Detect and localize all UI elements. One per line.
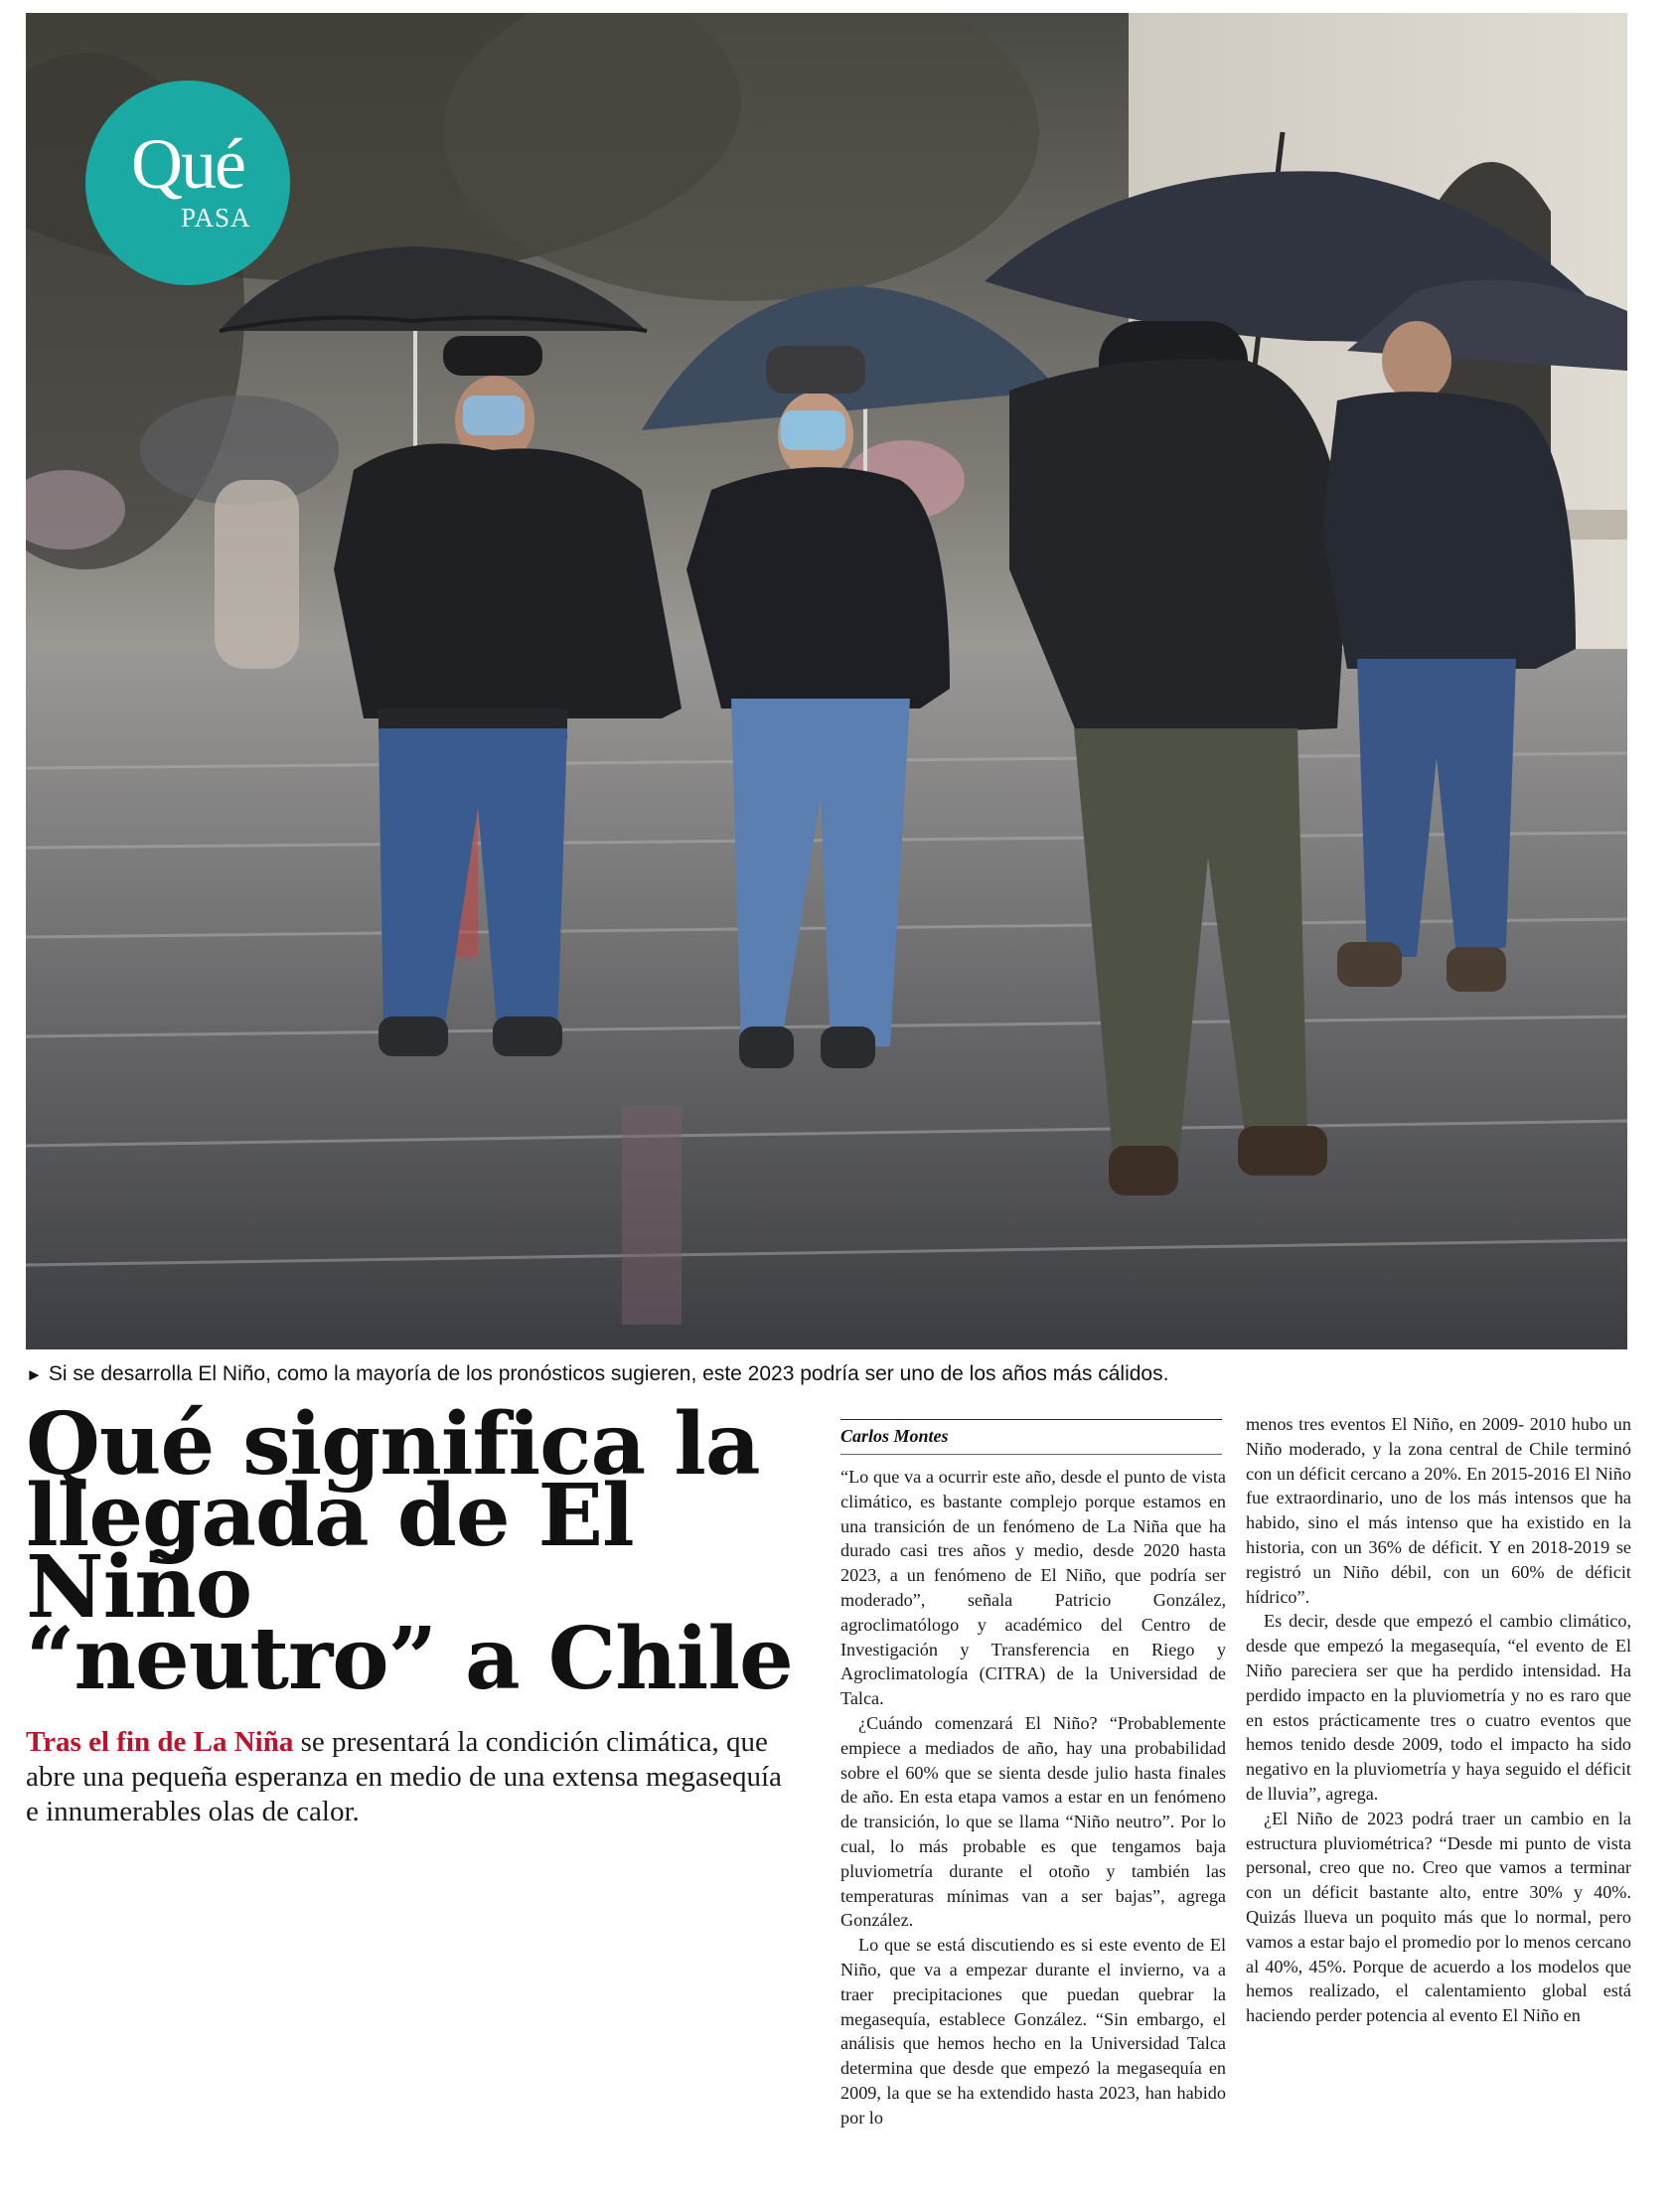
lead-highlight: Tras el fin de La Niña — [26, 1726, 294, 1758]
article-headline — [26, 1394, 801, 1709]
body-paragraph: Lo que se está discutiendo es si este evento de El Niño, que va a empezar durante el invierno, va a traer precipitaciones que puedan quebrar la megasequía, establece González. “Sin embargo, el análisis que hemos hecho en la Universidad Talca determina que desde que empezó la megasequía en 2009, la que se ha extendido hasta 2023, han habido por lo — [840, 1935, 1226, 2128]
headline-line: llegada de El Niño — [26, 1466, 634, 1638]
photo-caption — [26, 1361, 1627, 1388]
headline-line: “neutro” a Chile — [26, 1609, 793, 1709]
body-column-2 — [1246, 1412, 1631, 2028]
logo-sub: PASA — [181, 203, 251, 233]
byline: Carlos Montes — [840, 1426, 949, 1446]
article-lead — [26, 1725, 791, 1829]
caption-marker-icon: ► — [26, 1365, 43, 1384]
body-paragraph: “Lo que va a ocurrir este año, desde el punto de vista climático, es bastante complejo porque estamos en una transición de un fenómeno de La Niña que ha durado casi tres años y medio, desde 2020 hasta 2023, a un fenómeno de El Niño, que podría ser moderado”, señala Patricio González, agroclimatólogo y académico del Centro de Investigación y Transferencia en Riego y Agroclimatología (CITRA) de la Universidad de Talca. — [840, 1467, 1226, 1709]
body-paragraph: ¿El Niño de 2023 podrá traer un cambio en la estructura pluviométrica? “Desde mi punto de vista personal, creo que no. Creo que vamos a terminar con un déficit bastante alto, entre 30% y 40%. Quizás llueva un poquito más que lo normal, pero vamos a estar bajo el promedio por lo menos cercano al 40%, 45%. Porque de acuerdo a los modelos que hemos realizado, el calentamiento global está haciendo perder potencia al evento El Niño en — [1246, 1808, 1631, 2026]
hero-photo — [26, 13, 1627, 1349]
body-paragraph: Es decir, desde que empezó el cambio climático, desde que empezó la megasequía, “el evento de El Niño pareciera ser que ha perdido intensidad. Ha perdido impacto en la pluviometría y no es raro que en estos prácticamente tres o cuatro eventos que hemos tenido desde 2009, todo el impacto ha sido negativo en la pluviometría y haya seguido el déficit de lluvia”, agrega. — [1246, 1611, 1631, 1804]
body-paragraph: menos tres eventos El Niño, en 2009- 2010 hubo un Niño moderado, y la zona central de Chile terminó con un déficit cercano a 20%. En 2015-2016 El Niño fue extraordinario, uno de los más intensos que ha habido, sino el más intenso que ha existido en la historia, con un 36% de déficit. Y en 2018-2019 se registró un Niño débil, con un 60% de déficit hídrico”. — [1246, 1414, 1631, 1607]
logo-word: Qué — [131, 124, 244, 204]
body-column-1 — [840, 1465, 1226, 2131]
que-pasa-logo — [85, 80, 290, 285]
byline-rule-bottom — [840, 1454, 1222, 1455]
caption-text: Si se desarrolla El Niño, como la mayoría de los pronósticos sugieren, este 2023 podría ser uno de los años más cálidos. — [48, 1362, 1169, 1385]
body-paragraph: ¿Cuándo comenzará El Niño? “Probablemente empiece a mediados de año, hay una probabilidad sobre el 60% que se sienta desde julio hasta finales de año. En esta etapa vamos a estar en un fenómeno de transición, lo que se llama “Niño neutro”. Por lo cual, lo más probable es que tengamos baja pluviometría durante el otoño y también las temperaturas mínimas van a ser bajas”, agrega González. — [840, 1712, 1226, 1931]
lead-text: se presentará la condición climática, que abre una pequeña esperanza en medio de una extensa megasequía e innumerables olas de calor. — [26, 1726, 782, 1827]
byline-rule — [840, 1419, 1222, 1420]
headline-line: Qué significa la — [26, 1394, 760, 1495]
